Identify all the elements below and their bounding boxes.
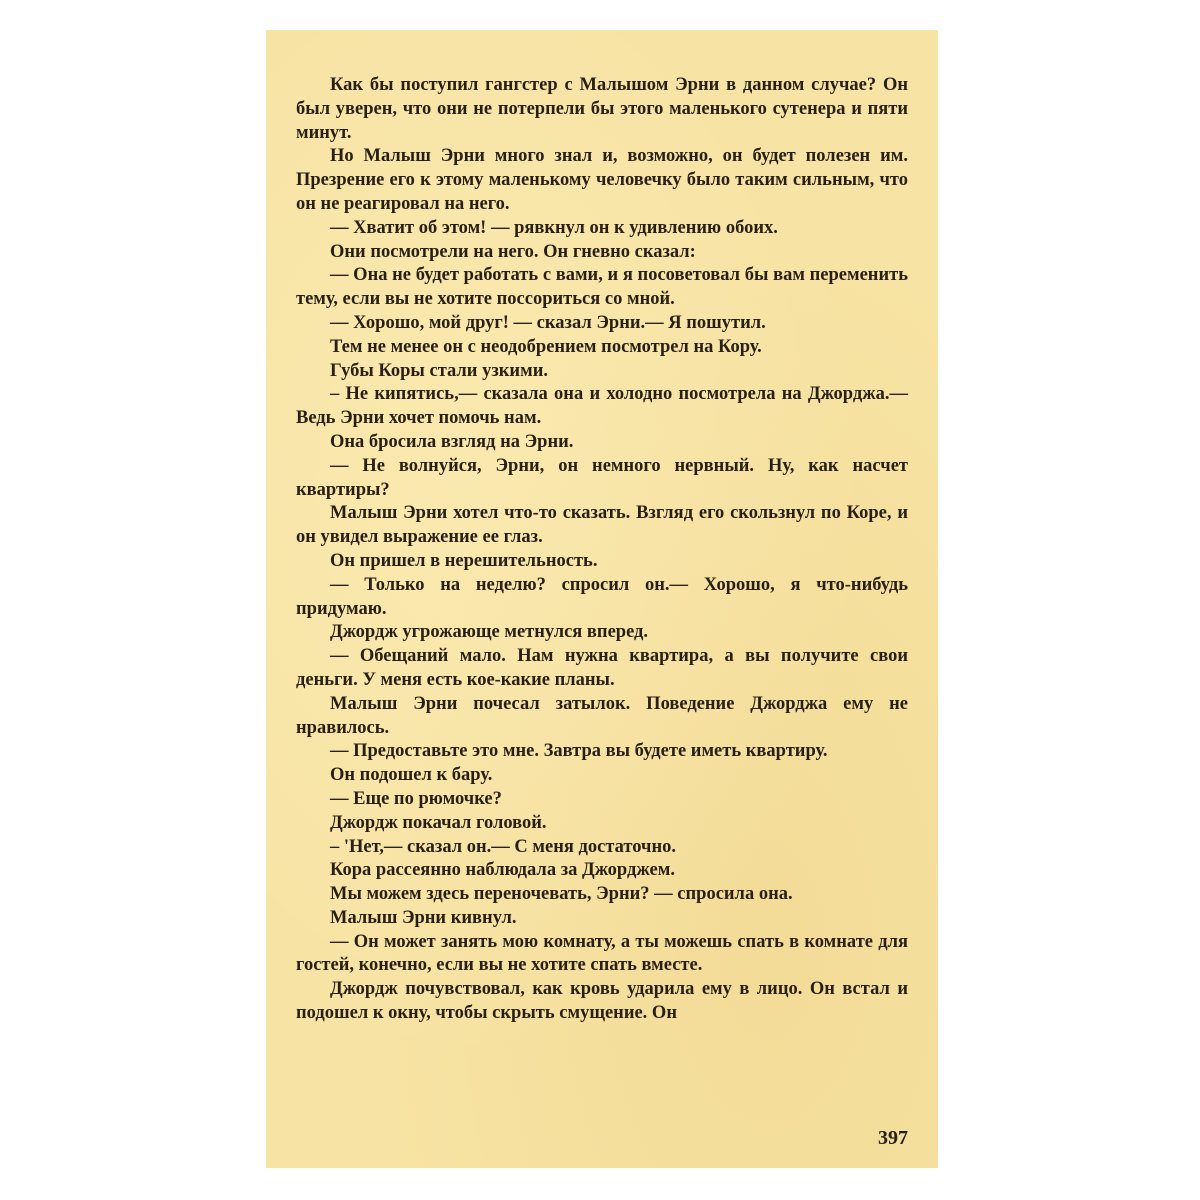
paragraph: Джордж угрожающе метнулся вперед.: [330, 622, 649, 643]
paragraph: Малыш Эрни кивнул.: [330, 907, 517, 928]
paragraph: — Не волнуйся, Эрни, он немного нервный. Ну, как насчет квартиры?: [296, 455, 908, 500]
page-text: [296, 74, 908, 1026]
paragraph: Как бы поступил гангстер с Малышом Эрни в данном случае? Он был уверен, что они не потерпели бы этого маленького сутенера и пяти минут.: [296, 75, 908, 143]
paragraph: — Она не будет работать с вами, и я посоветовал бы вам переменить тему, если вы не хотите поссориться со мной.: [296, 265, 908, 310]
paragraph: Тем не менее он с неодобрением посмотрел на Кору.: [330, 336, 762, 357]
paragraph: Мы можем здесь переночевать, Эрни? — спросила она.: [330, 884, 793, 905]
paragraph: Малыш Эрни хотел что-то сказать. Взгляд его скользнул по Коре, и он увидел выражение ее глаз.: [296, 503, 908, 548]
paragraph: Малыш Эрни почесал затылок. Поведение Джорджа ему не нравилось.: [296, 693, 908, 738]
paragraph: Он подошел к бару.: [330, 765, 493, 786]
page-number: 397: [878, 1127, 908, 1149]
paragraph: – Не кипятись,— сказала она и холодно посмотрела на Джорджа.— Ведь Эрни хочет помочь нам.: [296, 384, 908, 429]
paragraph: Но Малыш Эрни много знал и, возможно, он будет полезен им. Презрение его к этому маленькому человечку было таким сильным, что он не реагировал на него.: [296, 146, 908, 214]
paragraph: Джордж покачал головой.: [330, 812, 547, 833]
paragraph: — Он может занять мою комнату, а ты можешь спать в комнате для гостей, конечно, если вы не хотите спать вместе.: [296, 931, 908, 976]
paragraph: — Обещаний мало. Нам нужна квартира, а вы получите свои деньги. У меня есть кое-какие планы.: [296, 646, 908, 690]
paragraph: Кора рассеянно наблюдала за Джорджем.: [330, 860, 675, 881]
paragraph: — Хватит об этом! — рявкнул он к удивлению обоих.: [330, 217, 778, 238]
paragraph: – 'Нет,— сказал он.— С меня достаточно.: [330, 836, 676, 857]
paragraph: — Только на неделю? спросил он.— Хорошо, я что-нибудь придумаю.: [296, 574, 908, 619]
paragraph: — Хорошо, мой друг! — сказал Эрни.— Я пошутил.: [330, 312, 766, 333]
paragraph: — Еще по рюмочке?: [330, 788, 502, 809]
book-page: [266, 30, 938, 1168]
paragraph: Они посмотрели на него. Он гневно сказал:: [330, 241, 696, 262]
paragraph: Он пришел в нерешительность.: [330, 550, 598, 571]
paragraph: — Предоставьте это мне. Завтра вы будете иметь квартиру.: [330, 741, 828, 762]
paragraph: Губы Коры стали узкими.: [330, 360, 548, 381]
paragraph: Она бросила взгляд на Эрни.: [330, 431, 574, 452]
paragraph: Джордж почувствовал, как кровь ударила ему в лицо. Он встал и подошел к окну, чтобы скрыть смущение. Он: [296, 979, 908, 1024]
